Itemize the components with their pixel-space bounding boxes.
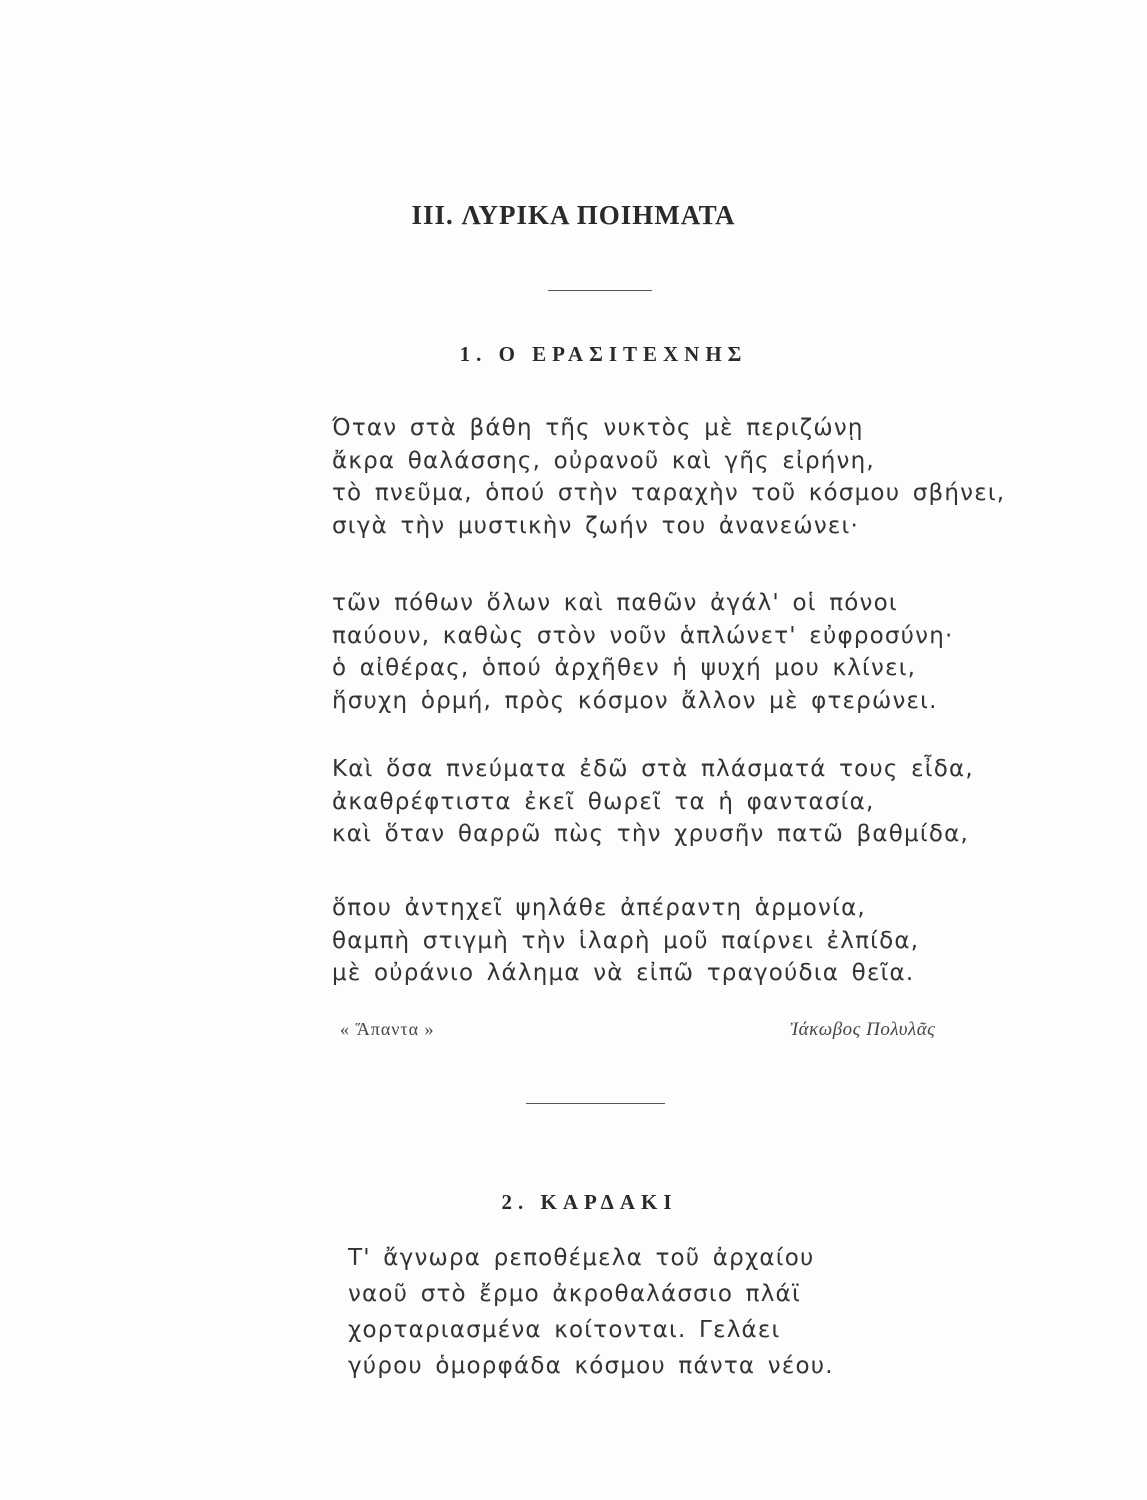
verse-line: Τ' ἄγνωρα ρεποθέμελα τοῦ ἀρχαίου xyxy=(348,1245,815,1271)
poem-title: 2. ΚΑΡΔΑΚΙ xyxy=(501,1190,678,1214)
verse-line: ὁ αἰθέρας, ὁπού ἀρχῆθεν ἡ ψυχή μου κλίνει, xyxy=(332,655,917,681)
divider-rule xyxy=(526,1103,665,1104)
verse-line: Καὶ ὅσα πνεύματα ἐδῶ στὰ πλάσματά τους εἶδα, xyxy=(332,756,974,782)
verse-line: Όταν στὰ βάθη τῆς νυκτὸς μὲ περιζώνῃ xyxy=(332,415,864,441)
verse-line: ἀκαθρέφτιστα ἐκεῖ θωρεῖ τα ἡ φαντασία, xyxy=(332,788,875,815)
verse-line: καὶ ὅταν θαρρῶ πὼς τὴν χρυσῆν πατῶ βαθμίδα, xyxy=(332,821,969,847)
poem-title: 1. Ο ΕΡΑΣΙΤΕΧΝΗΣ xyxy=(459,342,748,366)
verse-line: παύουν, καθὼς στὸν νοῦν ἁπλώνετ' εὐφροσύνη· xyxy=(332,622,954,649)
verse-line: τὸ πνεῦμα, ὁπού στὴν ταραχὴν τοῦ κόσμου σβήνει, xyxy=(332,480,1006,506)
verse-line: μὲ οὐράνιο λάλημα νὰ εἰπῶ τραγούδια θεῖα. xyxy=(332,960,915,986)
verse-line: ἄκρα θαλάσσης, οὐρανοῦ καὶ γῆς εἰρήνη, xyxy=(332,447,875,474)
verse-line: σιγὰ τὴν μυστικὴν ζωήν του ἀνανεώνει· xyxy=(332,512,859,539)
verse-line: τῶν πόθων ὅλων καὶ παθῶν ἀγάλ' οἱ πόνοι xyxy=(332,590,898,616)
stanza xyxy=(332,412,1005,542)
verse-line: ναοῦ στὸ ἔρμο ἀκροθαλάσσιο πλάϊ xyxy=(348,1281,801,1307)
verse-line: ἥσυχη ὁρμή, πρὸς κόσμον ἄλλον μὲ φτερώνει. xyxy=(332,687,938,714)
stanza xyxy=(332,753,974,851)
poem-source: « Ἅπαντα » xyxy=(340,1019,435,1039)
section-title: III. ΛΥΡΙΚΑ ΠΟΙΗΜΑΤΑ xyxy=(411,200,736,230)
verse-line: ὅπου ἀντηχεῖ ψηλάθε ἀπέραντη ἁρμονία, xyxy=(332,895,866,921)
stanza xyxy=(348,1240,834,1384)
verse-line: χορταριασμένα κοίτονται. Γελάει xyxy=(348,1317,781,1343)
verse-line: γύρου ὁμορφάδα κόσμου πάντα νέου. xyxy=(348,1353,834,1379)
stanza xyxy=(332,587,954,717)
stanza xyxy=(332,892,919,990)
divider-rule xyxy=(548,290,652,291)
verse-line: θαμπὴ στιγμὴ τὴν ἱλαρὴ μοῦ παίρνει ἐλπίδα, xyxy=(332,927,920,954)
poem-author: Ἰάκωβος Πολυλᾶς xyxy=(790,1019,936,1040)
